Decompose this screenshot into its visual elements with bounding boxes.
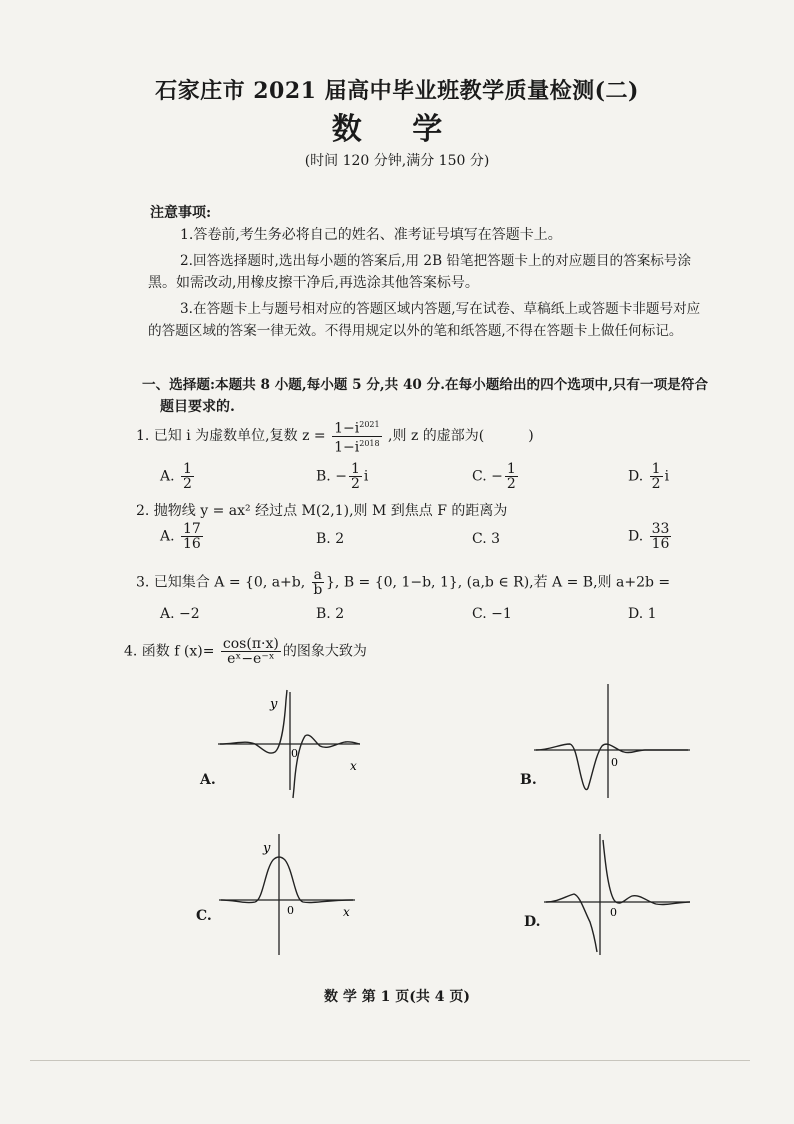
time-info: (时间 120 分钟,满分 150 分) [304, 153, 490, 169]
graph-c [215, 830, 365, 960]
q1-c-den: 2 [506, 476, 516, 492]
q3-option-d: D. 1 [628, 606, 657, 622]
q4-den: eˣ−e⁻ˣ [227, 651, 275, 667]
q2-option-d [628, 522, 673, 551]
q2-option-b: B. 2 [316, 531, 345, 547]
graph-b-origin: 0 [611, 756, 618, 769]
q2-a-den: 16 [183, 536, 201, 552]
q2-d-den: 16 [651, 536, 670, 552]
exam-title: 石家庄市 2021 届高中毕业班教学质量检测(二) [155, 78, 639, 104]
notes-heading: 注意事项: [150, 205, 212, 221]
q1-d-den: 2 [651, 476, 661, 492]
question-3 [136, 568, 670, 597]
q1-b-pre: − [335, 468, 347, 485]
q1-fraction [332, 418, 381, 454]
q1-option-a [160, 462, 196, 491]
graph-a [200, 680, 370, 800]
q1-prefix: 1. 已知 i 为虚数单位,复数 z = [136, 428, 326, 445]
q3-option-c: C. −1 [472, 606, 512, 622]
graph-d [540, 830, 700, 960]
q1-b-post: i [363, 468, 369, 485]
q2-a-label: A. [160, 528, 175, 545]
q1-option-b [316, 462, 368, 491]
note-2b: 黑。如需改动,用橡皮擦干净后,再选涂其他答案标号。 [148, 275, 479, 291]
graph-c-label: C. [196, 908, 212, 924]
q1-a-den: 2 [183, 476, 192, 492]
q1-b-num: 1 [350, 461, 360, 477]
section-heading: 一、选择题:本题共 8 小题,每小题 5 分,共 40 分.在每小题给出的四个选项中,只有一项是符合 [142, 377, 708, 393]
graph-b [520, 680, 695, 800]
q3-suffix: }, B = {0, 1−b, 1}, (a,b ∈ R),若 A = B,则 a+2b = [326, 574, 671, 591]
q2-d-num: 33 [651, 521, 670, 537]
q1-suffix: ,则 z 的虚部为( [388, 428, 485, 445]
q1-d-label: D. [628, 468, 644, 485]
q2-option-c: C. 3 [472, 531, 501, 547]
q3-prefix: 3. 已知集合 A = {0, a+b, [136, 574, 306, 591]
note-3a: 3.在答题卡上与题号相对应的答题区域内答题,写在试卷、草稿纸上或答题卡非题号对应 [180, 301, 701, 317]
graph-c-origin: 0 [287, 904, 294, 917]
graph-d-origin: 0 [610, 906, 617, 919]
question-4 [124, 637, 367, 666]
question-2: 2. 抛物线 y = ax² 经过点 M(2,1),则 M 到焦点 F 的距离为 [136, 503, 508, 519]
q3-option-b: B. 2 [316, 606, 345, 622]
graph-d-label: D. [524, 914, 541, 930]
q1-c-label: C. [472, 468, 487, 485]
q1-b-den: 2 [350, 476, 360, 492]
q3-option-a: A. −2 [160, 606, 200, 622]
note-1: 1.答卷前,考生务必将自己的姓名、准考证号填写在答题卡上。 [180, 227, 562, 243]
page-footer: 数 学 第 1 页(共 4 页) [324, 989, 470, 1005]
q1-option-c [472, 462, 520, 491]
q2-option-a [160, 522, 205, 551]
graph-c-curve [221, 857, 353, 903]
q1-close: ) [528, 428, 534, 445]
question-1 [136, 418, 534, 454]
q1-num-exp: 2021 [359, 420, 380, 429]
q1-d-post: i [664, 468, 670, 485]
graph-c-y-label: y [263, 841, 271, 856]
q3-frac-num: a [313, 567, 323, 583]
graph-a-origin: 0 [291, 747, 298, 760]
q1-d-num: 1 [651, 461, 661, 477]
graph-a-x-label: x [350, 759, 357, 773]
q1-num: 1−i [334, 420, 360, 437]
subject-title: 数 学 [331, 112, 463, 147]
q1-option-d [628, 462, 669, 491]
q4-num: cos(π·x) [222, 636, 279, 652]
q2-a-num: 17 [183, 521, 201, 537]
q1-b-label: B. [316, 468, 331, 485]
q4-suffix: 的图象大致为 [282, 643, 367, 660]
graph-c-x-label: x [343, 905, 350, 919]
q4-prefix: 4. 函数 f (x)= [124, 643, 215, 660]
q1-c-pre: − [491, 468, 503, 485]
graph-a-y-label: y [270, 697, 278, 712]
q3-frac-den: b [313, 582, 323, 598]
graph-b-label: B. [520, 772, 537, 788]
graph-d-curve-left [546, 894, 597, 952]
q1-c-num: 1 [506, 461, 516, 477]
q1-a-num: 1 [183, 461, 192, 477]
graph-d-curve-right [603, 840, 690, 905]
note-3b: 的答题区域的答案一律无效。不得用规定以外的笔和纸答题,不得在答题卡上做任何标记。 [148, 323, 683, 339]
q1-den-exp: 2018 [359, 438, 380, 448]
graph-a-label: A. [200, 772, 216, 788]
q2-d-label: D. [628, 528, 644, 545]
section-heading-2: 题目要求的. [160, 399, 235, 415]
bottom-divider [30, 1060, 750, 1061]
q1-den: 1−i [334, 439, 360, 456]
note-2a: 2.回答选择题时,选出每小题的答案后,用 2B 铅笔把答题卡上的对应题目的答案标号涂 [180, 253, 692, 269]
q1-a-label: A. [160, 468, 175, 485]
